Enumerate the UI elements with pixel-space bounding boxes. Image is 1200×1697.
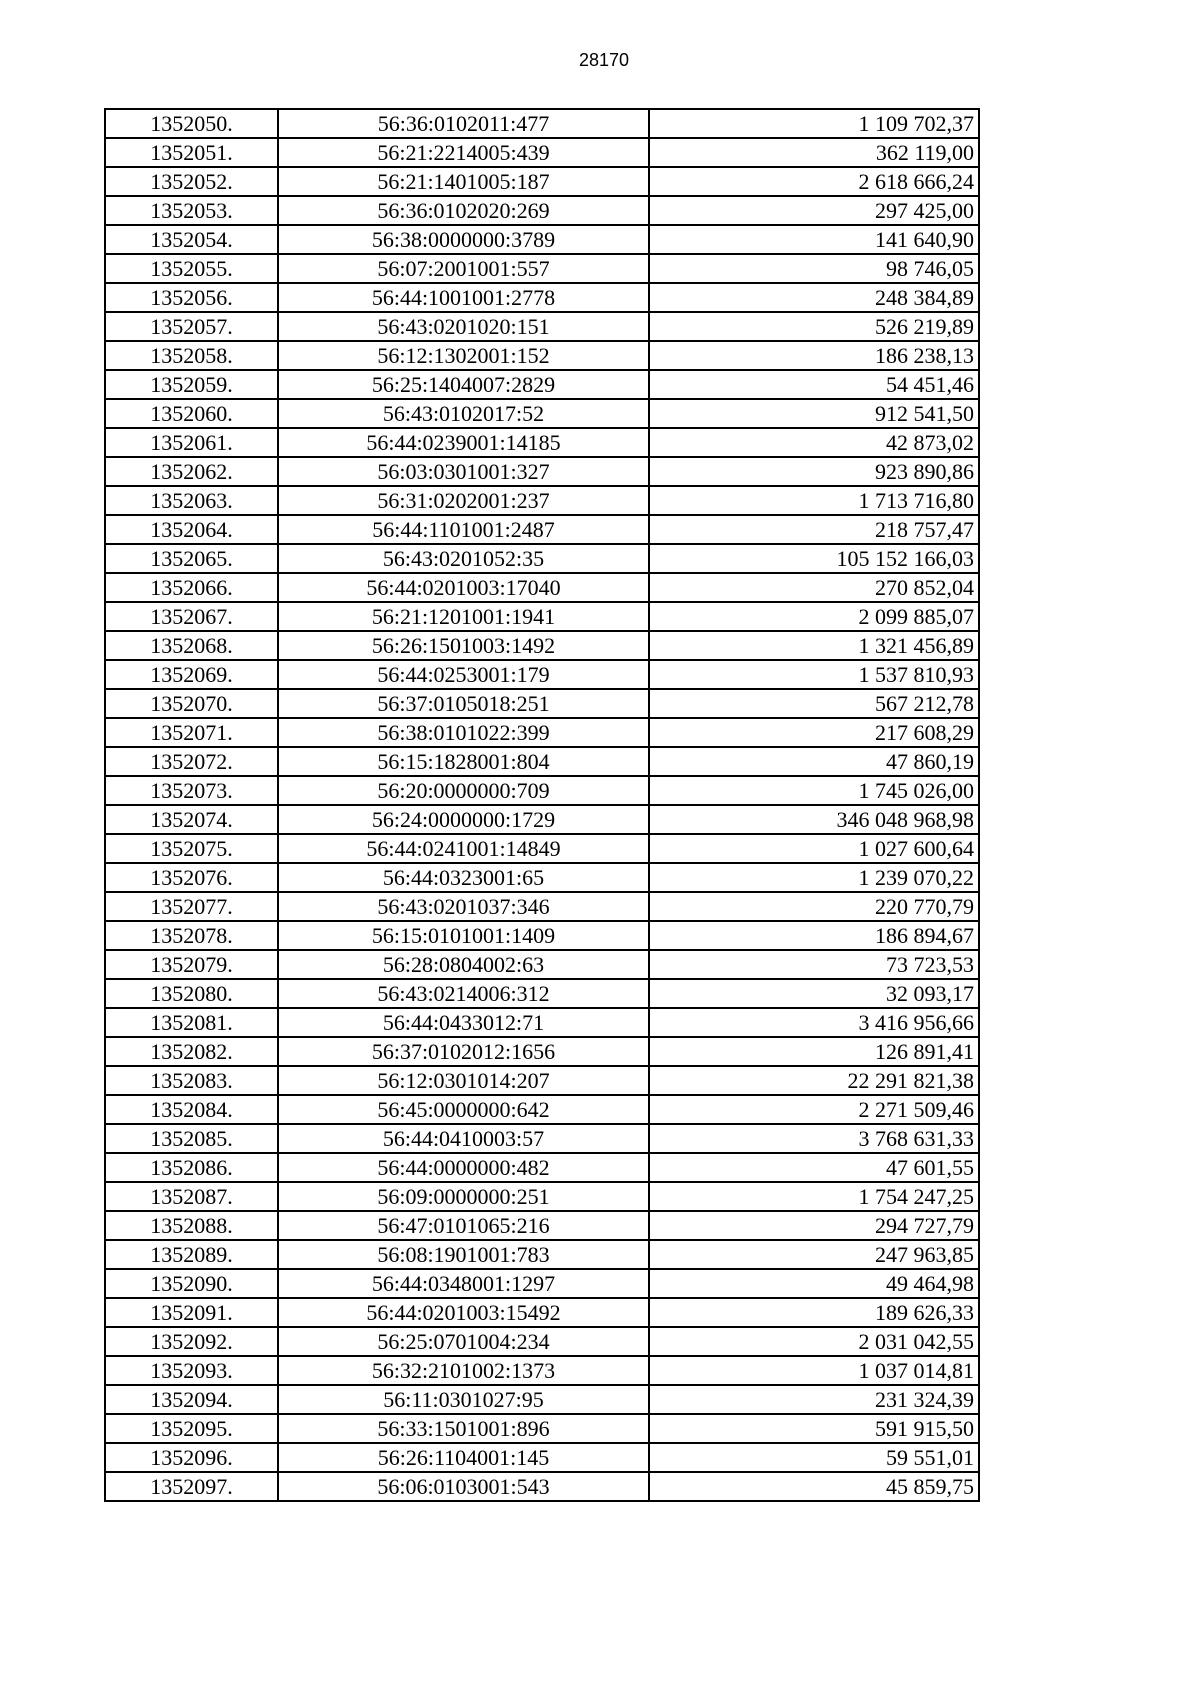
cadastral-value-cell: 1 109 702,37 xyxy=(649,109,979,138)
cadastral-number-cell: 56:44:1101001:2487 xyxy=(278,515,649,544)
cadastral-value-cell: 45 859,75 xyxy=(649,1472,979,1501)
row-number-cell: 1352090. xyxy=(105,1269,278,1298)
cadastral-value-cell: 591 915,50 xyxy=(649,1414,979,1443)
cadastral-number-cell: 56:36:0102011:477 xyxy=(278,109,649,138)
row-number-cell: 1352062. xyxy=(105,457,278,486)
table-row xyxy=(105,892,979,921)
row-number-cell: 1352093. xyxy=(105,1356,278,1385)
cadastral-number-cell: 56:25:0701004:234 xyxy=(278,1327,649,1356)
row-number-cell: 1352074. xyxy=(105,805,278,834)
table-row xyxy=(105,1327,979,1356)
table-row xyxy=(105,776,979,805)
cadastral-value-cell: 362 119,00 xyxy=(649,138,979,167)
cadastral-number-cell: 56:12:1302001:152 xyxy=(278,341,649,370)
table-row xyxy=(105,109,979,138)
cadastral-value-cell: 47 860,19 xyxy=(649,747,979,776)
row-number-cell: 1352052. xyxy=(105,167,278,196)
table-row xyxy=(105,718,979,747)
table-row xyxy=(105,747,979,776)
row-number-cell: 1352080. xyxy=(105,979,278,1008)
cadastral-value-cell: 1 754 247,25 xyxy=(649,1182,979,1211)
row-number-cell: 1352086. xyxy=(105,1153,278,1182)
row-number-cell: 1352097. xyxy=(105,1472,278,1501)
cadastral-number-cell: 56:15:0101001:1409 xyxy=(278,921,649,950)
table-body xyxy=(105,109,979,1501)
cadastral-number-cell: 56:44:0201003:17040 xyxy=(278,573,649,602)
cadastral-number-cell: 56:37:0105018:251 xyxy=(278,689,649,718)
cadastral-value-cell: 1 713 716,80 xyxy=(649,486,979,515)
cadastral-value-cell: 220 770,79 xyxy=(649,892,979,921)
cadastral-value-cell: 217 608,29 xyxy=(649,718,979,747)
table-row xyxy=(105,399,979,428)
row-number-cell: 1352087. xyxy=(105,1182,278,1211)
row-number-cell: 1352082. xyxy=(105,1037,278,1066)
cadastral-value-table xyxy=(104,108,980,1502)
table-row xyxy=(105,602,979,631)
cadastral-number-cell: 56:31:0202001:237 xyxy=(278,486,649,515)
cadastral-number-cell: 56:44:0241001:14849 xyxy=(278,834,649,863)
cadastral-number-cell: 56:32:2101002:1373 xyxy=(278,1356,649,1385)
cadastral-value-cell: 59 551,01 xyxy=(649,1443,979,1472)
table-row xyxy=(105,341,979,370)
cadastral-value-cell: 73 723,53 xyxy=(649,950,979,979)
table-row xyxy=(105,834,979,863)
cadastral-number-cell: 56:44:0201003:15492 xyxy=(278,1298,649,1327)
table-row xyxy=(105,1269,979,1298)
cadastral-value-cell: 3 768 631,33 xyxy=(649,1124,979,1153)
cadastral-number-cell: 56:21:2214005:439 xyxy=(278,138,649,167)
cadastral-number-cell: 56:43:0201037:346 xyxy=(278,892,649,921)
cadastral-value-cell: 98 746,05 xyxy=(649,254,979,283)
table-row xyxy=(105,312,979,341)
cadastral-number-cell: 56:06:0103001:543 xyxy=(278,1472,649,1501)
table-row xyxy=(105,660,979,689)
cadastral-value-cell: 189 626,33 xyxy=(649,1298,979,1327)
cadastral-value-cell: 2 618 666,24 xyxy=(649,167,979,196)
cadastral-value-cell: 54 451,46 xyxy=(649,370,979,399)
cadastral-number-cell: 56:44:0433012:71 xyxy=(278,1008,649,1037)
cadastral-number-cell: 56:15:1828001:804 xyxy=(278,747,649,776)
cadastral-value-cell: 218 757,47 xyxy=(649,515,979,544)
page-number: 28170 xyxy=(578,50,630,70)
row-number-cell: 1352064. xyxy=(105,515,278,544)
row-number-cell: 1352077. xyxy=(105,892,278,921)
row-number-cell: 1352072. xyxy=(105,747,278,776)
table-row xyxy=(105,1385,979,1414)
cadastral-number-cell: 56:26:1501003:1492 xyxy=(278,631,649,660)
cadastral-value-cell: 2 099 885,07 xyxy=(649,602,979,631)
row-number-cell: 1352061. xyxy=(105,428,278,457)
cadastral-number-cell: 56:33:1501001:896 xyxy=(278,1414,649,1443)
cadastral-number-cell: 56:44:0239001:14185 xyxy=(278,428,649,457)
cadastral-number-cell: 56:38:0101022:399 xyxy=(278,718,649,747)
table-row xyxy=(105,1037,979,1066)
cadastral-value-cell: 297 425,00 xyxy=(649,196,979,225)
cadastral-number-cell: 56:44:0410003:57 xyxy=(278,1124,649,1153)
cadastral-number-cell: 56:24:0000000:1729 xyxy=(278,805,649,834)
row-number-cell: 1352069. xyxy=(105,660,278,689)
row-number-cell: 1352066. xyxy=(105,573,278,602)
row-number-cell: 1352070. xyxy=(105,689,278,718)
row-number-cell: 1352075. xyxy=(105,834,278,863)
table-row xyxy=(105,254,979,283)
table-row xyxy=(105,1124,979,1153)
table-row xyxy=(105,370,979,399)
cadastral-value-cell: 186 894,67 xyxy=(649,921,979,950)
cadastral-value-cell: 1 321 456,89 xyxy=(649,631,979,660)
cadastral-number-cell: 56:44:1001001:2778 xyxy=(278,283,649,312)
cadastral-value-cell: 567 212,78 xyxy=(649,689,979,718)
table-row xyxy=(105,167,979,196)
cadastral-number-cell: 56:26:1104001:145 xyxy=(278,1443,649,1472)
table-row xyxy=(105,196,979,225)
row-number-cell: 1352094. xyxy=(105,1385,278,1414)
cadastral-number-cell: 56:43:0214006:312 xyxy=(278,979,649,1008)
table-row xyxy=(105,1472,979,1501)
row-number-cell: 1352055. xyxy=(105,254,278,283)
cadastral-value-cell: 526 219,89 xyxy=(649,312,979,341)
row-number-cell: 1352089. xyxy=(105,1240,278,1269)
cadastral-number-cell: 56:09:0000000:251 xyxy=(278,1182,649,1211)
row-number-cell: 1352063. xyxy=(105,486,278,515)
row-number-cell: 1352079. xyxy=(105,950,278,979)
cadastral-value-cell: 1 239 070,22 xyxy=(649,863,979,892)
cadastral-value-cell: 47 601,55 xyxy=(649,1153,979,1182)
cadastral-value-cell: 1 037 014,81 xyxy=(649,1356,979,1385)
cadastral-value-cell: 294 727,79 xyxy=(649,1211,979,1240)
table-row xyxy=(105,921,979,950)
cadastral-number-cell: 56:43:0201052:35 xyxy=(278,544,649,573)
cadastral-value-cell: 49 464,98 xyxy=(649,1269,979,1298)
cadastral-value-cell: 231 324,39 xyxy=(649,1385,979,1414)
cadastral-number-cell: 56:20:0000000:709 xyxy=(278,776,649,805)
cadastral-number-cell: 56:38:0000000:3789 xyxy=(278,225,649,254)
cadastral-value-cell: 270 852,04 xyxy=(649,573,979,602)
cadastral-number-cell: 56:08:1901001:783 xyxy=(278,1240,649,1269)
table-row xyxy=(105,457,979,486)
row-number-cell: 1352088. xyxy=(105,1211,278,1240)
row-number-cell: 1352076. xyxy=(105,863,278,892)
cadastral-number-cell: 56:25:1404007:2829 xyxy=(278,370,649,399)
table-row xyxy=(105,428,979,457)
table-row xyxy=(105,138,979,167)
row-number-cell: 1352096. xyxy=(105,1443,278,1472)
row-number-cell: 1352068. xyxy=(105,631,278,660)
cadastral-number-cell: 56:21:1401005:187 xyxy=(278,167,649,196)
cadastral-value-cell: 3 416 956,66 xyxy=(649,1008,979,1037)
row-number-cell: 1352095. xyxy=(105,1414,278,1443)
table-row xyxy=(105,225,979,254)
row-number-cell: 1352092. xyxy=(105,1327,278,1356)
table-row xyxy=(105,631,979,660)
cadastral-value-cell: 1 745 026,00 xyxy=(649,776,979,805)
table-row xyxy=(105,544,979,573)
cadastral-number-cell: 56:36:0102020:269 xyxy=(278,196,649,225)
cadastral-number-cell: 56:43:0201020:151 xyxy=(278,312,649,341)
table-row xyxy=(105,1240,979,1269)
cadastral-value-cell: 32 093,17 xyxy=(649,979,979,1008)
cadastral-number-cell: 56:28:0804002:63 xyxy=(278,950,649,979)
cadastral-value-cell: 126 891,41 xyxy=(649,1037,979,1066)
row-number-cell: 1352056. xyxy=(105,283,278,312)
row-number-cell: 1352057. xyxy=(105,312,278,341)
row-number-cell: 1352060. xyxy=(105,399,278,428)
cadastral-value-cell: 42 873,02 xyxy=(649,428,979,457)
row-number-cell: 1352065. xyxy=(105,544,278,573)
table-row xyxy=(105,1443,979,1472)
cadastral-value-cell: 186 238,13 xyxy=(649,341,979,370)
cadastral-value-cell: 912 541,50 xyxy=(649,399,979,428)
row-number-cell: 1352053. xyxy=(105,196,278,225)
cadastral-number-cell: 56:12:0301014:207 xyxy=(278,1066,649,1095)
table-row xyxy=(105,573,979,602)
cadastral-number-cell: 56:21:1201001:1941 xyxy=(278,602,649,631)
cadastral-number-cell: 56:44:0000000:482 xyxy=(278,1153,649,1182)
table-row xyxy=(105,486,979,515)
table-row xyxy=(105,689,979,718)
table-row xyxy=(105,283,979,312)
table-row xyxy=(105,1356,979,1385)
table-row xyxy=(105,1008,979,1037)
row-number-cell: 1352091. xyxy=(105,1298,278,1327)
cadastral-value-cell: 923 890,86 xyxy=(649,457,979,486)
cadastral-number-cell: 56:47:0101065:216 xyxy=(278,1211,649,1240)
table-row xyxy=(105,950,979,979)
cadastral-number-cell: 56:44:0323001:65 xyxy=(278,863,649,892)
row-number-cell: 1352067. xyxy=(105,602,278,631)
cadastral-value-cell: 247 963,85 xyxy=(649,1240,979,1269)
cadastral-number-cell: 56:11:0301027:95 xyxy=(278,1385,649,1414)
row-number-cell: 1352054. xyxy=(105,225,278,254)
cadastral-value-cell: 105 152 166,03 xyxy=(649,544,979,573)
cadastral-number-cell: 56:44:0348001:1297 xyxy=(278,1269,649,1298)
cadastral-value-cell: 22 291 821,38 xyxy=(649,1066,979,1095)
cadastral-number-cell: 56:07:2001001:557 xyxy=(278,254,649,283)
cadastral-value-cell: 1 537 810,93 xyxy=(649,660,979,689)
table-row xyxy=(105,1298,979,1327)
cadastral-value-cell: 248 384,89 xyxy=(649,283,979,312)
row-number-cell: 1352059. xyxy=(105,370,278,399)
cadastral-value-cell: 2 271 509,46 xyxy=(649,1095,979,1124)
row-number-cell: 1352071. xyxy=(105,718,278,747)
table-row xyxy=(105,1182,979,1211)
row-number-cell: 1352058. xyxy=(105,341,278,370)
table-row xyxy=(105,863,979,892)
cadastral-number-cell: 56:03:0301001:327 xyxy=(278,457,649,486)
cadastral-number-cell: 56:45:0000000:642 xyxy=(278,1095,649,1124)
cadastral-number-cell: 56:44:0253001:179 xyxy=(278,660,649,689)
table-row xyxy=(105,805,979,834)
table-row xyxy=(105,1153,979,1182)
cadastral-value-cell: 2 031 042,55 xyxy=(649,1327,979,1356)
cadastral-number-cell: 56:37:0102012:1656 xyxy=(278,1037,649,1066)
table-row xyxy=(105,1211,979,1240)
row-number-cell: 1352050. xyxy=(105,109,278,138)
table-row xyxy=(105,1414,979,1443)
table-row xyxy=(105,1066,979,1095)
table-row xyxy=(105,979,979,1008)
table-row xyxy=(105,515,979,544)
cadastral-number-cell: 56:43:0102017:52 xyxy=(278,399,649,428)
row-number-cell: 1352073. xyxy=(105,776,278,805)
row-number-cell: 1352078. xyxy=(105,921,278,950)
cadastral-value-cell: 1 027 600,64 xyxy=(649,834,979,863)
cadastral-value-cell: 141 640,90 xyxy=(649,225,979,254)
row-number-cell: 1352051. xyxy=(105,138,278,167)
row-number-cell: 1352084. xyxy=(105,1095,278,1124)
row-number-cell: 1352083. xyxy=(105,1066,278,1095)
table-row xyxy=(105,1095,979,1124)
row-number-cell: 1352085. xyxy=(105,1124,278,1153)
cadastral-value-cell: 346 048 968,98 xyxy=(649,805,979,834)
row-number-cell: 1352081. xyxy=(105,1008,278,1037)
